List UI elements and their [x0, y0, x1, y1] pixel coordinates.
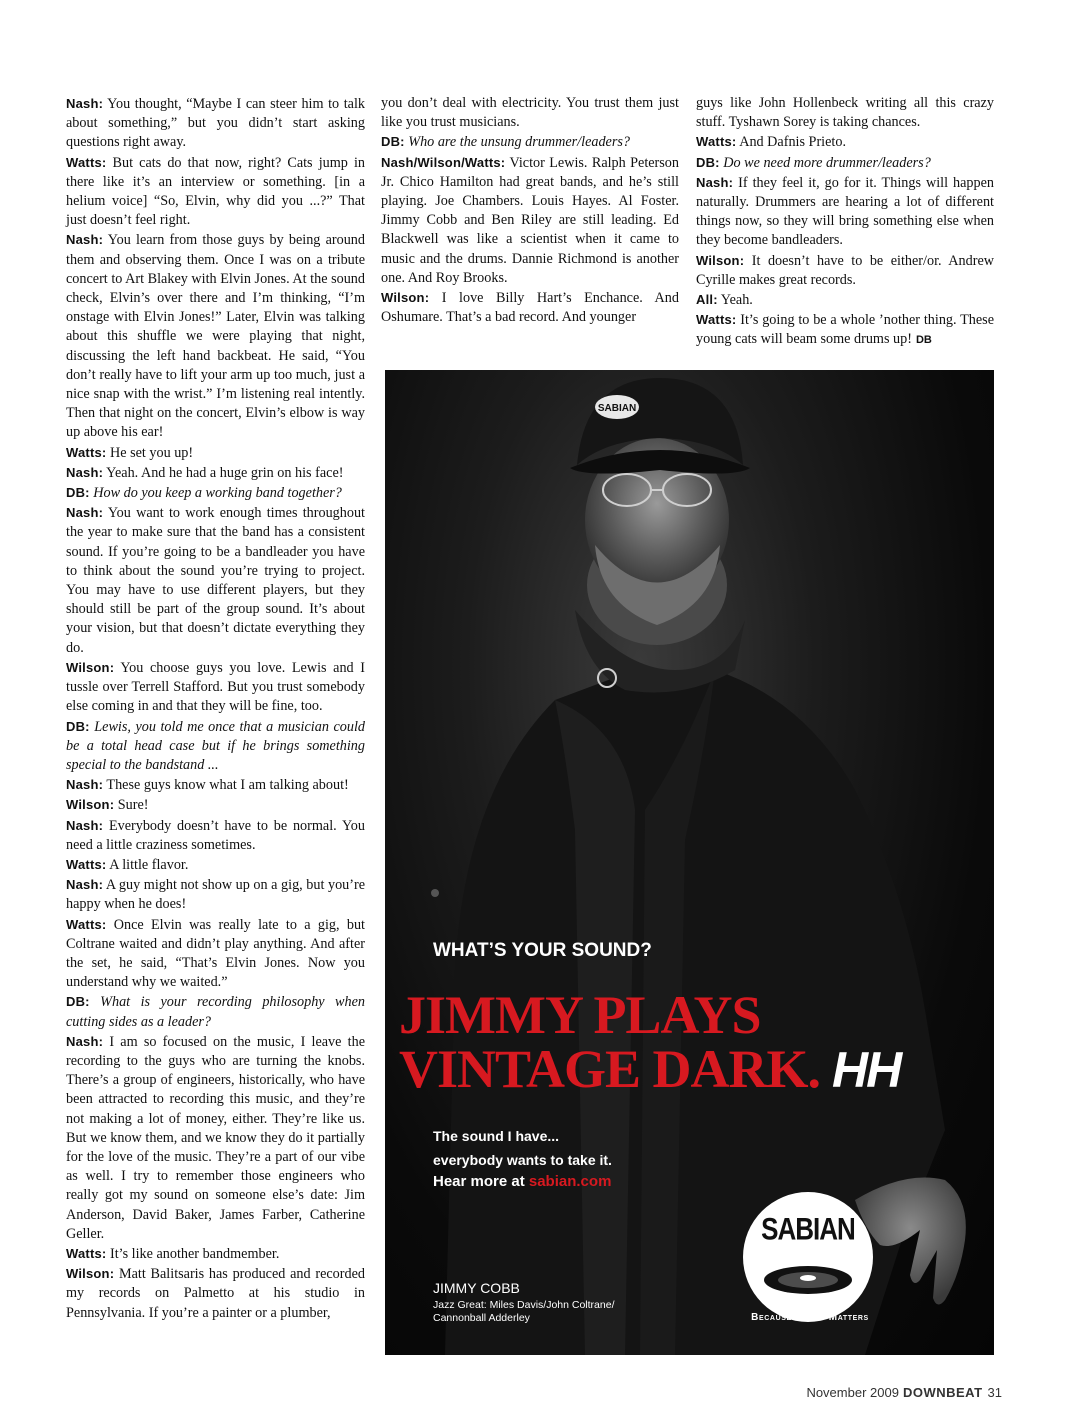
article-column-2 — [381, 94, 679, 327]
question-text: How do you keep a working band together? — [89, 485, 342, 502]
speaker-label: DB: — [696, 154, 720, 170]
speaker-label: Nash: — [66, 505, 104, 521]
footer-page-number: 31 — [987, 1385, 1002, 1400]
article-paragraph — [696, 132, 994, 152]
article-paragraph — [381, 288, 679, 327]
article-paragraph — [66, 915, 365, 993]
answer-text: A guy might not show up on a gig, but you’re happy when he does! — [66, 877, 365, 913]
article-paragraph — [66, 717, 365, 776]
speaker-label: Wilson: — [66, 797, 115, 813]
answer-text: Victor Lewis. Ralph Peterson Jr. Chico Hamilton had great bands, and he’s still playing. Joe Chambers. Louis Hayes. Al Foster. Jimmy Cobb and Ben Riley are still leading. Ed Blackwell was like a scientist when it came to music and the drums. Dannie Richmond is another one. And Roy Brooks. — [381, 154, 679, 286]
article-paragraph — [66, 1244, 365, 1264]
speaker-label: Wilson: — [66, 659, 115, 675]
speaker-label: Watts: — [66, 856, 107, 872]
cap-logo-text: SABIAN — [597, 403, 637, 414]
article-paragraph — [66, 463, 365, 483]
article-paragraph — [696, 310, 994, 350]
article-paragraph — [381, 153, 679, 288]
speaker-label: All: — [696, 292, 718, 308]
speaker-label: Nash: — [66, 232, 104, 248]
page-footer — [806, 1385, 1002, 1400]
ad-photo-jimmy-cobb — [385, 370, 994, 1355]
speaker-label: DB: — [66, 994, 90, 1010]
article-paragraph — [381, 94, 679, 132]
ad-copy-line-2: everybody wants to take it. — [433, 1152, 612, 1168]
question-text: Who are the unsung drummer/leaders? — [404, 134, 630, 151]
article-paragraph — [66, 658, 365, 717]
article-paragraph — [696, 290, 994, 310]
speaker-label: Wilson: — [381, 290, 430, 306]
ad-headline-vintage-dark: VINTAGE DARK. — [399, 1039, 821, 1099]
answer-text: Everybody doesn’t have to be normal. You need a little craziness sometimes. — [66, 817, 365, 853]
answer-text: But cats do that now, right? Cats jump in there like it’s an interview or something. [in a helium voice] “So, Elvin, why did you ...?” That just doesn’t feel right. — [66, 154, 365, 229]
ad-headline-line-1: JIMMY PLAYS — [399, 985, 761, 1045]
speaker-label: Nash: — [66, 817, 104, 833]
speaker-label: DB: — [66, 485, 90, 501]
answer-text: It’s going to be a whole ’nother thing. These young cats will beam some drums up! — [696, 312, 994, 348]
answer-text: It doesn’t have to be either/or. Andrew Cyrille makes great records. — [696, 252, 994, 288]
speaker-label: Watts: — [66, 916, 107, 932]
answer-text: I am so focused on the music, I leave the recording to the guys who are turning the knobs. There’s a group of engineers, historically, who have been attracted to recording this music, and they’re not making a lot of money, either. They’re like us. But we know them, and we know they do it partially for the love of the music. They’re a part of our vibe as well. I try to remember those engineers who really got my sound on someone else’s date: Jim Anderson, David Baker, James Farber, Catherine Geller. — [66, 1033, 365, 1242]
end-mark: DB — [915, 334, 932, 347]
question-text: Lewis, you told me once that a musician could be a total head case but if he brings something special to the bandstand ... — [66, 718, 365, 773]
speaker-label: Nash/Wilson/Watts: — [381, 154, 506, 170]
article-paragraph — [66, 94, 365, 153]
article-paragraph — [66, 816, 365, 855]
answer-text: guys like John Hollenbeck writing all this crazy stuff. Tyshawn Sorey is taking chances. — [696, 95, 994, 131]
article-paragraph — [696, 173, 994, 251]
answer-text: Yeah. — [717, 292, 753, 309]
speaker-label: Watts: — [696, 312, 737, 328]
article-paragraph — [696, 251, 994, 290]
question-text: Do we need more drummer/leaders? — [719, 154, 931, 171]
answer-text: You choose guys you love. Lewis and I tussle over Terrell Stafford. But you trust somebody else coming in and that they will be fine, too. — [66, 659, 365, 715]
article-paragraph — [66, 503, 365, 658]
speaker-label: Watts: — [66, 1245, 107, 1261]
article-column-3 — [696, 94, 994, 351]
article-paragraph — [66, 443, 365, 463]
article-paragraph — [696, 94, 994, 132]
article-paragraph — [66, 875, 365, 914]
article-paragraph — [66, 230, 365, 442]
answer-text: Sure! — [114, 797, 149, 814]
speaker-label: Nash: — [66, 96, 104, 111]
sabian-advertisement — [385, 370, 994, 1355]
article-paragraph — [66, 855, 365, 875]
speaker-label: Watts: — [696, 134, 737, 150]
article-column-1 — [66, 94, 365, 1323]
speaker-label: Nash: — [66, 777, 104, 793]
speaker-label: DB: — [66, 718, 90, 734]
ad-artist-credit-line-1: Jazz Great: Miles Davis/John Coltrane/ — [433, 1299, 615, 1311]
ad-artist-name: JIMMY COBB — [433, 1280, 520, 1296]
answer-text: It’s like another bandmember. — [106, 1245, 280, 1262]
answer-text: you don’t deal with electricity. You trust them just like you trust musicians. — [381, 95, 679, 131]
ad-copy-line-1: The sound I have... — [433, 1128, 560, 1144]
answer-text: You want to work enough times throughout the year to make sure that the band has a consistent sound. If you’re going to be a bandleader you have to think about the sound you’re trying to project. You may have to use different players, but they should still be part of the group sound. It’s about your vision, but that doesn’t dictate everything they do. — [66, 505, 365, 656]
speaker-label: Nash: — [696, 174, 734, 190]
answer-text: He set you up! — [106, 444, 194, 461]
article-paragraph — [66, 1264, 365, 1323]
answer-text: You learn from those guys by being around them and observing them. Once I was on a tribute concert to Art Blakey with Elvin Jones. At the sound check, Elvin’s over there and I’m thinking, “I’m onstage with Elvin Jones!” Later, Elvin was talking about this shuffle we were playing that night, discussing the left hand backbeat. He said, “You don’t really have to lift your arm up too much, just a nice snap with the wrist.” I’m listening real intently. Then that night on the concert, Elvin’s elbow is way up above his ear! — [66, 232, 365, 441]
question-text: What is your recording philosophy when cutting sides as a leader? — [66, 994, 365, 1030]
article-paragraph — [66, 795, 365, 815]
article-paragraph — [381, 132, 679, 152]
article-paragraph — [66, 153, 365, 231]
answer-text: If they feel it, go for it. Things will happen naturally. Drummers are hearing a lot of different things now, so they will bring something else when they become bandleaders. — [696, 174, 994, 249]
footer-date: November 2009 — [806, 1385, 899, 1400]
speaker-label: Wilson: — [66, 1266, 115, 1282]
footer-publication: DOWNBEAT — [902, 1385, 983, 1400]
speaker-label: Nash: — [66, 877, 104, 893]
speaker-label: Nash: — [66, 464, 104, 480]
article-paragraph — [66, 483, 365, 503]
ad-product-suffix: HH — [832, 1042, 901, 1098]
speaker-label: Wilson: — [696, 252, 745, 268]
answer-text: Yeah. And he had a huge grin on his face! — [103, 464, 344, 481]
ad-artist-credit-line-2: Cannonball Adderley — [433, 1312, 530, 1324]
answer-text: Once Elvin was really late to a gig, but Coltrane waited and didn’t play anything. And after the set, he said, “That’s Elvin Jones. Now you understand why we waited.” — [66, 916, 365, 991]
ad-tagline: WHAT’S YOUR SOUND? — [433, 940, 652, 961]
ad-headline-line-2 — [399, 1039, 901, 1099]
ad-copy-hear-more: Hear more at — [433, 1173, 529, 1190]
answer-text: You thought, “Maybe I can steer him to talk about something,” but you didn’t start asking questions right away. — [66, 96, 365, 151]
speaker-label: Watts: — [66, 444, 107, 460]
sabian-logo — [743, 1192, 873, 1322]
answer-text: And Dafnis Prieto. — [736, 134, 846, 151]
answer-text: Matt Balitsaris has produced and recorded my records on Palmetto at his studio in Pennsylvania. If you’re a painter or a plumber, — [66, 1266, 365, 1321]
speaker-label: Nash: — [66, 1033, 104, 1049]
answer-text: A little flavor. — [106, 856, 189, 873]
article-paragraph — [66, 775, 365, 795]
sabian-logo-text: SABIAN — [761, 1210, 855, 1247]
speaker-label: DB: — [381, 134, 405, 150]
article-paragraph — [66, 1032, 365, 1244]
answer-text: I love Billy Hart’s Enchance. And Oshumare. That’s a bad record. And younger — [381, 290, 679, 326]
article-paragraph — [66, 992, 365, 1031]
speaker-label: Watts: — [66, 154, 107, 170]
ad-copy-line-3 — [433, 1173, 611, 1190]
article-paragraph — [696, 153, 994, 173]
ad-motto: Because Sound Matters — [751, 1312, 869, 1323]
answer-text: These guys know what I am talking about! — [103, 777, 349, 794]
sabian-website-link[interactable]: sabian.com — [528, 1173, 612, 1190]
